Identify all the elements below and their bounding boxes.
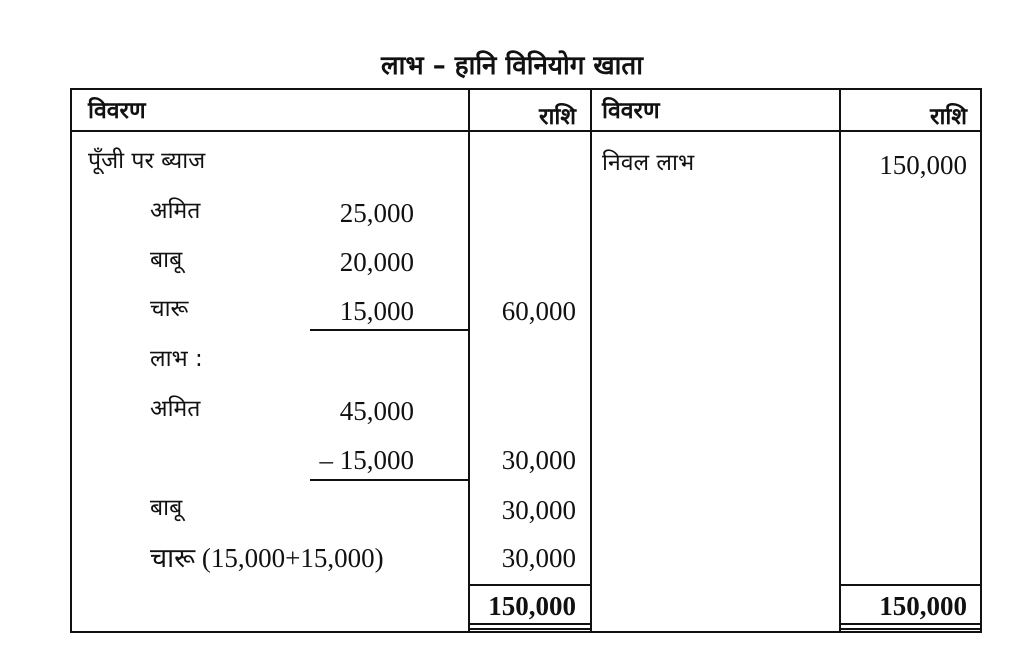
header-particulars-left: विवरण	[88, 98, 146, 124]
babu-interest: 20,000	[339, 247, 414, 277]
profit-label: लाभ :	[150, 346, 203, 372]
amit-profit-deduction: – 15,000	[319, 445, 414, 475]
babu-profit-amount: 30,000	[501, 495, 576, 525]
header-amount-right: राशि	[930, 104, 967, 130]
total-rule	[470, 584, 590, 586]
charu-label: चारू	[150, 296, 189, 322]
right-total: 150,000	[879, 591, 967, 621]
amit-profit-net: 30,000	[501, 445, 576, 475]
amit-profit-gross: 45,000	[339, 396, 414, 426]
charu-interest: 15,000	[339, 296, 414, 326]
total-double-rule	[841, 628, 982, 630]
total-double-rule	[841, 623, 982, 625]
subtotal-rule	[310, 479, 468, 481]
babu-profit-label: बाबू	[150, 495, 183, 521]
interest-on-capital-label: पूँजी पर ब्याज	[88, 148, 206, 174]
column-divider	[590, 90, 592, 631]
net-profit-amount: 150,000	[879, 150, 967, 180]
subtotal-rule	[310, 329, 468, 331]
total-double-rule	[470, 628, 590, 630]
babu-label: बाबू	[150, 247, 183, 273]
header-particulars-right: विवरण	[602, 98, 660, 124]
amit-label: अमित	[150, 198, 201, 224]
total-rule	[841, 584, 982, 586]
interest-total: 60,000	[501, 296, 576, 326]
amit-interest: 25,000	[339, 198, 414, 228]
account-title: लाभ – हानि विनियोग खाता	[381, 51, 643, 81]
net-profit-label: निवल लाभ	[602, 150, 695, 176]
header-rule	[72, 130, 980, 132]
total-double-rule	[470, 623, 590, 625]
amit-profit-label: अमित	[150, 396, 201, 422]
header-amount-left: राशि	[539, 104, 576, 130]
appropriation-account-table	[70, 88, 982, 633]
left-total: 150,000	[488, 591, 576, 621]
charu-profit-label: चारू (15,000+15,000)	[150, 543, 384, 573]
charu-profit-amount: 30,000	[501, 543, 576, 573]
